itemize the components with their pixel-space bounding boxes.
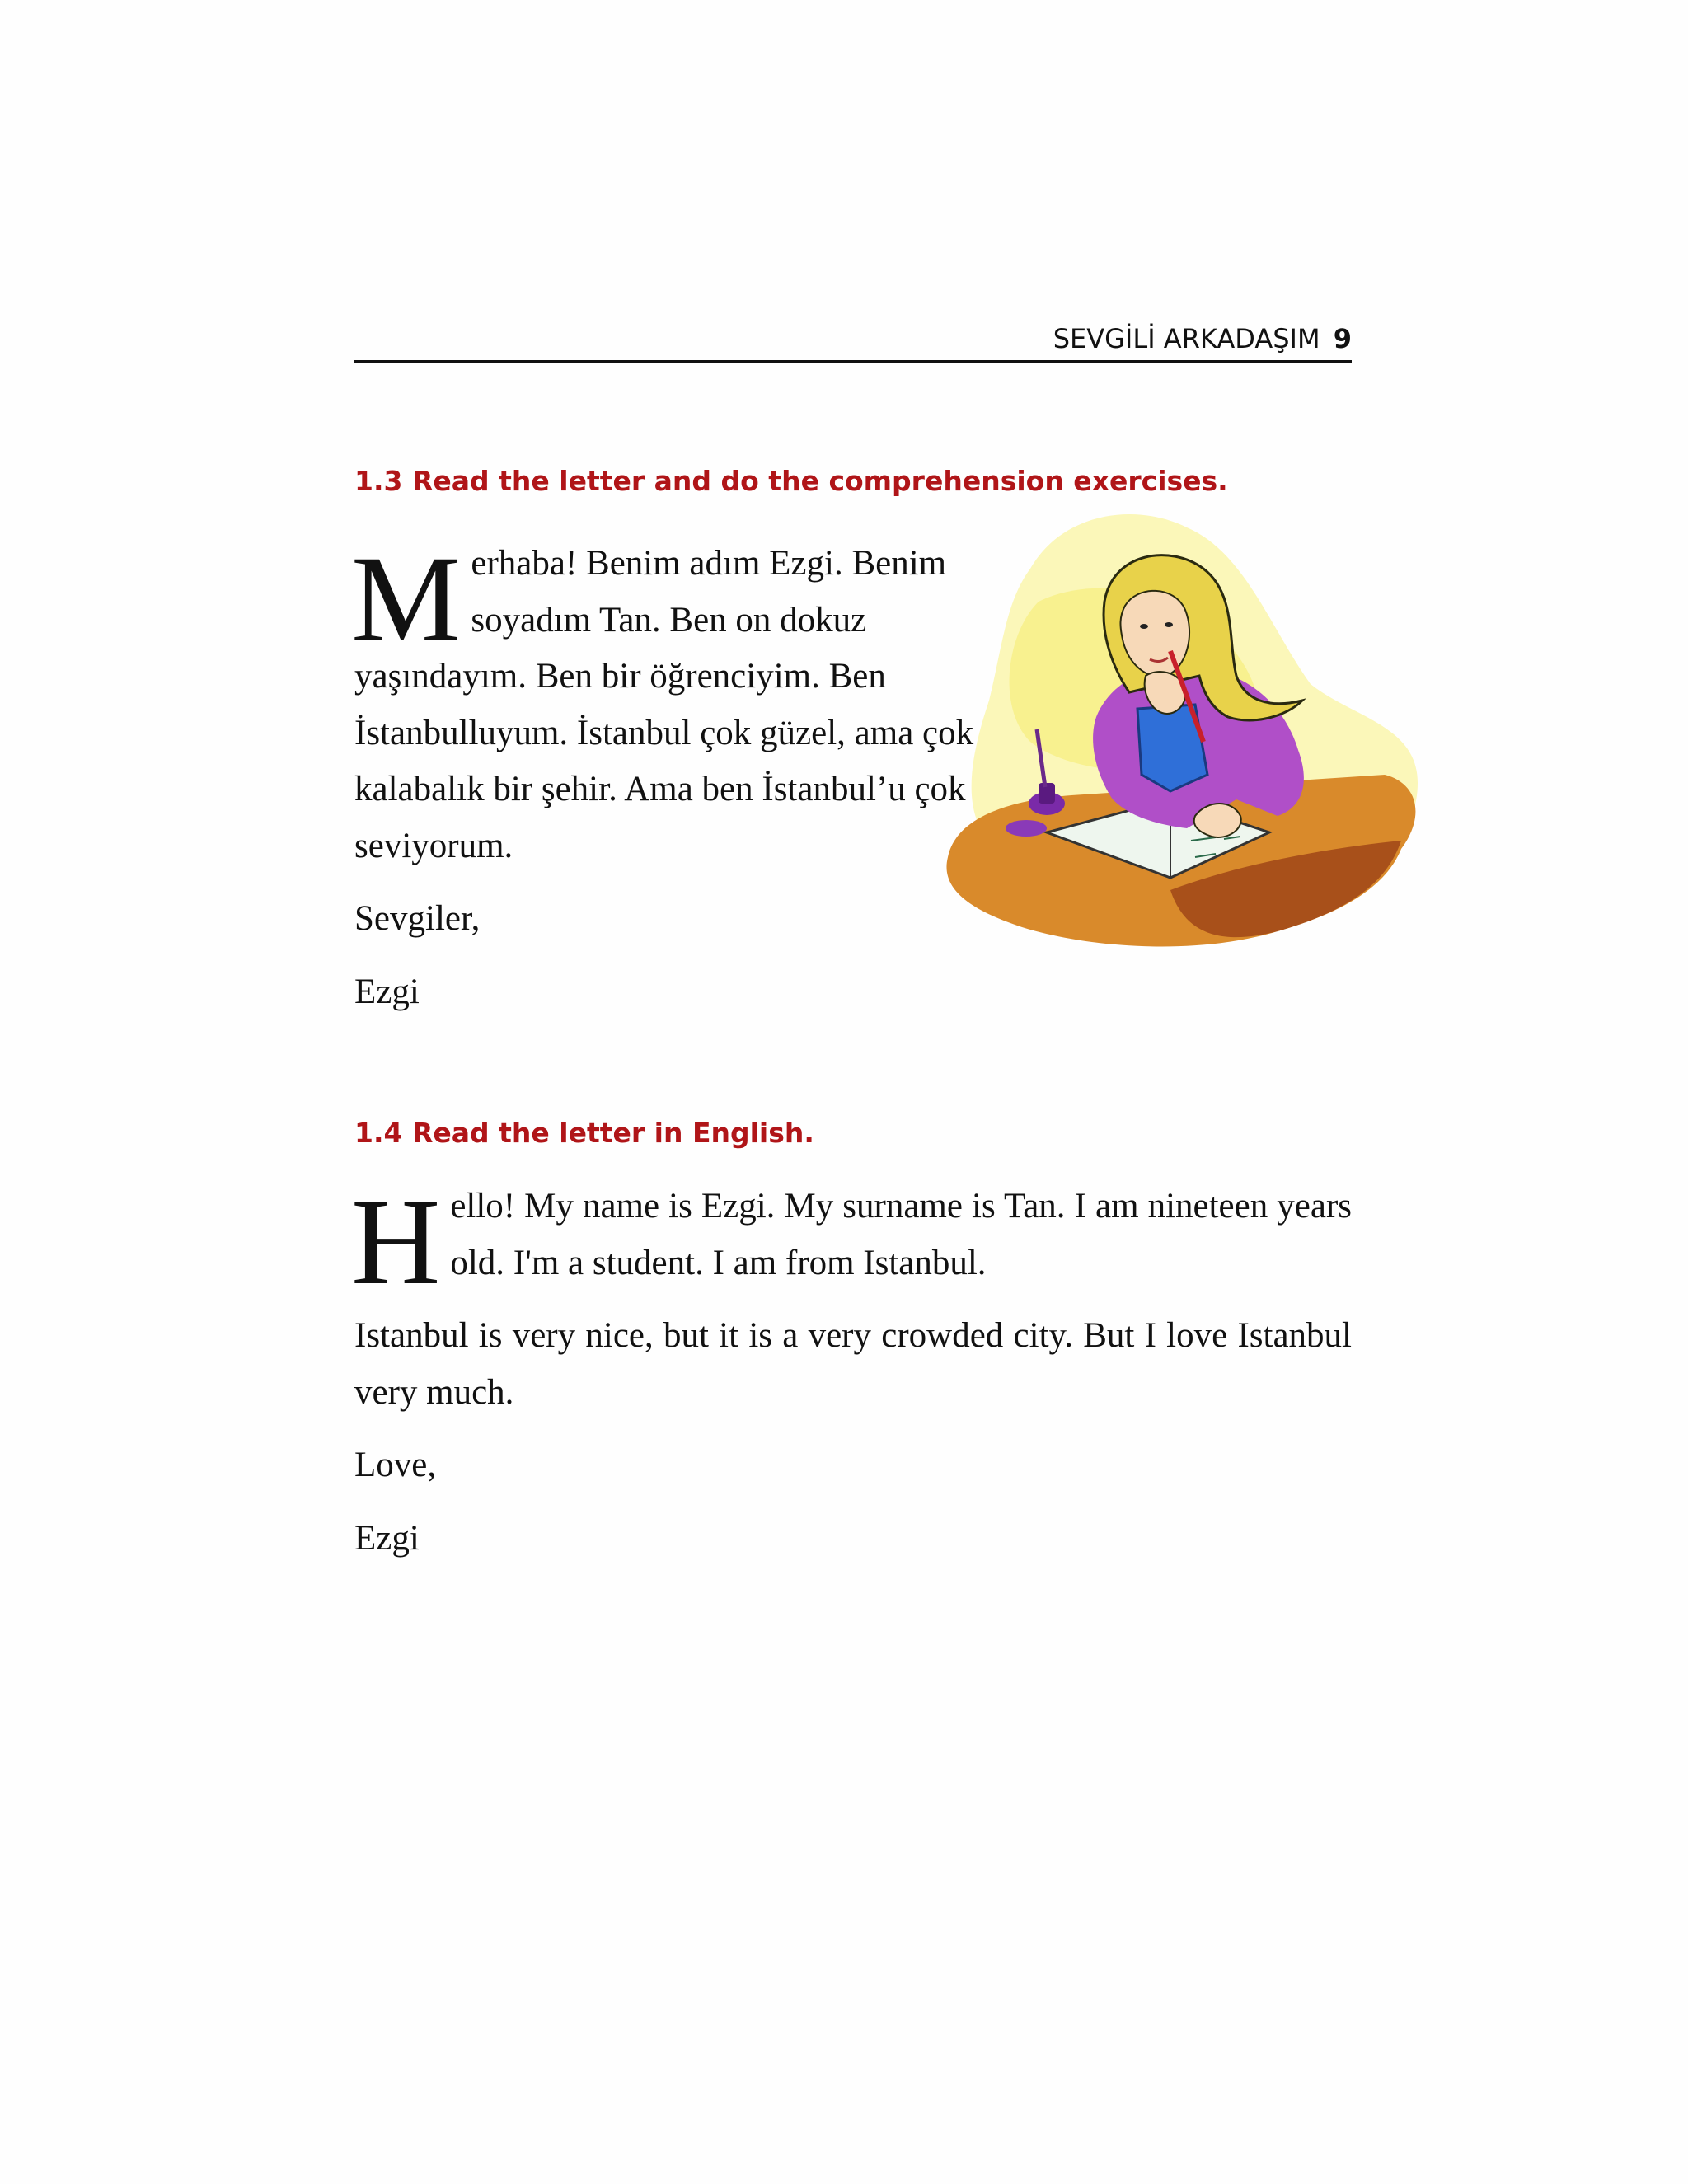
exercise-1-4-heading: 1.4 Read the letter in English. — [354, 1117, 814, 1149]
turkish-letter — [351, 531, 989, 1020]
english-letter-paragraph — [351, 1174, 1352, 1310]
english-letter-body-2: Istanbul is very nice, but it is a very crowded city. But I love Istanbul very much. — [354, 1316, 1352, 1412]
english-letter-closing: Love, — [354, 1446, 437, 1484]
english-letter-signature: Ezgi — [354, 1518, 420, 1558]
turkish-letter-signature: Ezgi — [354, 972, 420, 1011]
running-title: SEVGİLİ ARKADAŞIM — [1053, 323, 1320, 354]
page-header — [354, 318, 1352, 363]
drop-cap: M — [351, 531, 462, 668]
english-letter — [351, 1174, 1352, 1567]
english-letter-body: ello! My name is Ezgi. My surname is Tan. I am nineteen years old. I'm a student. I am from Istanbul. — [450, 1187, 1352, 1282]
girl-writing-letter-illustration — [923, 503, 1434, 956]
page-number: 9 — [1333, 323, 1352, 354]
exercise-1-3-heading: 1.3 Read the letter and do the comprehension exercises. — [354, 465, 1228, 497]
turkish-letter-paragraph — [351, 531, 989, 874]
turkish-letter-closing: Sevgiler, — [354, 899, 481, 938]
turkish-letter-body: erhaba! Benim adım Ezgi. Benim soyadım Tan. Ben on dokuz yaşındayım. Ben bir öğrenciyim. Ben İstanbulluyum. İstanbul çok güzel, ama çok kalabalık bir şehir. Ama ben İstanbul’u çok seviyorum. — [354, 544, 974, 865]
drop-cap: H — [351, 1174, 441, 1310]
